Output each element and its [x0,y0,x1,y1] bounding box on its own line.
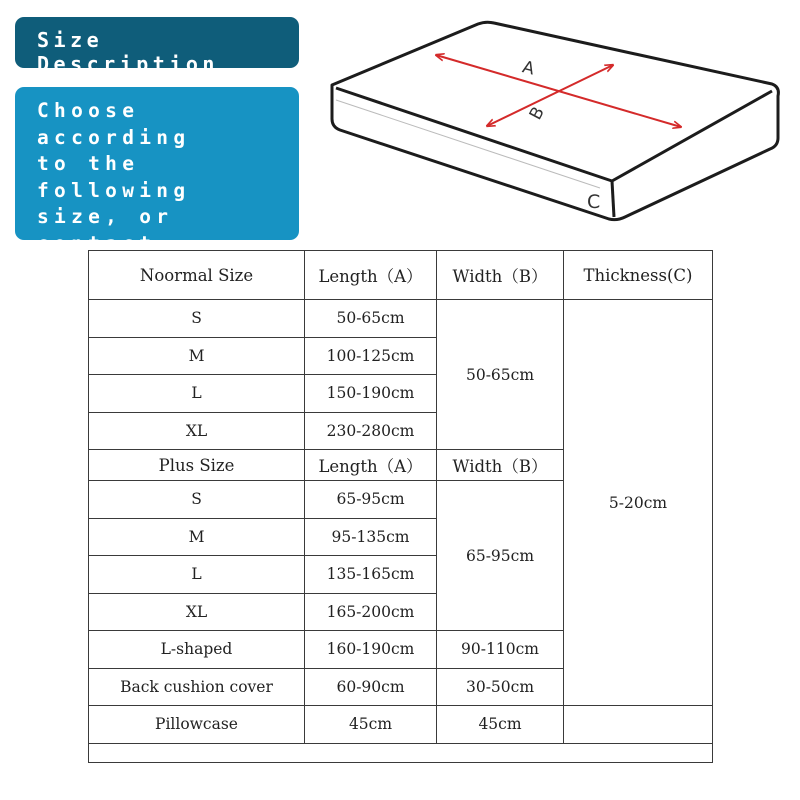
instruction-line: directly. [37,311,191,334]
length-cell: 95-135cm [305,518,437,556]
empty-row [89,743,713,762]
length-cell: 230-280cm [305,412,437,450]
width-cell: 45cm [437,706,564,744]
empty-cell [89,743,713,762]
header-normal-size: Noormal Size [89,251,305,300]
header-plus-width: Width（B） [437,450,564,481]
size-table [88,250,713,763]
length-cell: 100-125cm [305,337,437,375]
instruction-line: customer service [37,258,174,308]
empty-cell [564,706,713,744]
length-cell: 60-90cm [305,668,437,706]
header-width: Width（B） [437,251,564,300]
size-cell: L [89,556,305,594]
plus-width-cell: 65-95cm [437,481,564,631]
instruction-line: Choose according [37,99,191,149]
header-thickness: Thickness(C) [564,251,713,300]
size-description-badge [15,17,299,76]
length-cell: 160-190cm [305,631,437,669]
length-cell: 65-95cm [305,481,437,519]
size-cell: S [89,300,305,338]
table-header-row [89,251,713,300]
instruction-line: size, or contact [37,205,174,255]
size-cell: Pillowcase [89,706,305,744]
size-cell: L [89,375,305,413]
size-description-title: Size Description [37,28,219,76]
length-cell: 135-165cm [305,556,437,594]
length-cell: 165-200cm [305,593,437,631]
size-cell: M [89,518,305,556]
dimension-label-a: A [520,57,537,80]
length-cell: 45cm [305,706,437,744]
header-plus-length: Length（A） [305,450,437,481]
header-plus-size: Plus Size [89,450,305,481]
normal-width-cell: 50-65cm [437,300,564,450]
size-cell: M [89,337,305,375]
dimension-label-b: B [525,103,549,124]
size-cell: XL [89,412,305,450]
thickness-cell: 5-20cm [564,300,713,706]
table-row [89,300,713,338]
size-cell: S [89,481,305,519]
width-cell: 30-50cm [437,668,564,706]
size-cell: L-shaped [89,631,305,669]
length-cell: 50-65cm [305,300,437,338]
table-row [89,706,713,744]
dimension-arrow-b [487,65,613,126]
instruction-line: to the following [37,152,191,202]
size-cell: XL [89,593,305,631]
width-cell: 90-110cm [437,631,564,669]
size-cell: Back cushion cover [89,668,305,706]
header-length: Length（A） [305,251,437,300]
dimension-label-c: C [587,191,601,213]
cushion-dimension-illustration [318,0,800,240]
length-cell: 150-190cm [305,375,437,413]
